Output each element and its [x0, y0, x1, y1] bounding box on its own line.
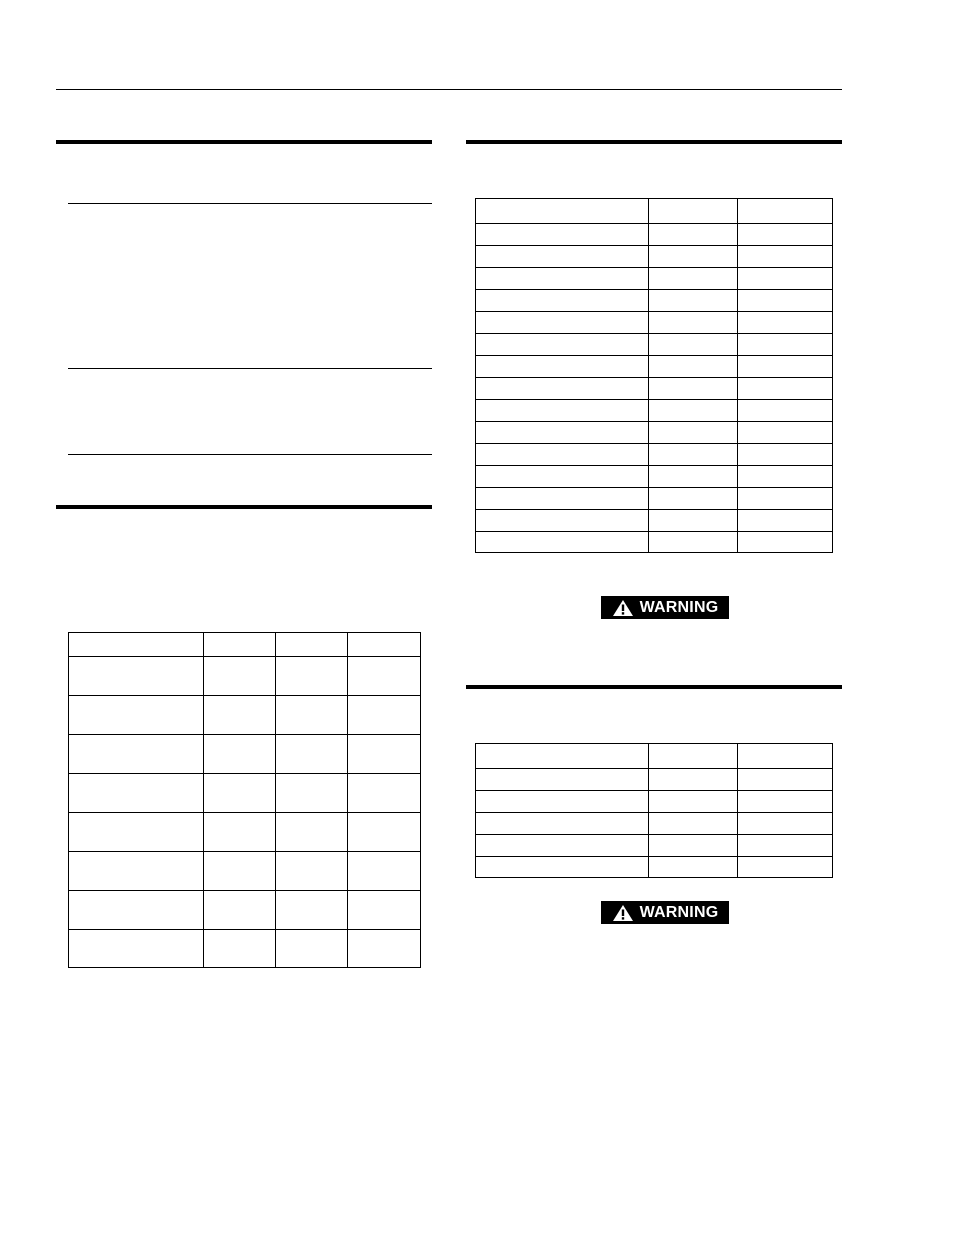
page-header-rule — [56, 89, 842, 90]
table-cell — [476, 769, 649, 791]
table-cell — [649, 444, 738, 466]
table-row — [69, 696, 421, 735]
table-row — [476, 791, 833, 813]
table-row — [476, 510, 833, 532]
table-cell — [649, 400, 738, 422]
table-row — [476, 290, 833, 312]
table-cell — [649, 532, 738, 553]
table-cell — [476, 466, 649, 488]
table-row — [476, 268, 833, 290]
table-cell — [276, 633, 348, 657]
table-row — [476, 422, 833, 444]
table-cell — [476, 312, 649, 334]
table-row — [476, 769, 833, 791]
table-cell — [476, 791, 649, 813]
table-cell — [476, 199, 649, 224]
table-cell — [649, 312, 738, 334]
table-cell — [348, 813, 421, 852]
table-row — [69, 813, 421, 852]
table-cell — [649, 835, 738, 857]
table-cell — [204, 852, 276, 891]
table-cell — [738, 246, 833, 268]
right-spec-table-2 — [475, 743, 833, 878]
table-cell — [476, 356, 649, 378]
table-row — [69, 735, 421, 774]
table-cell — [276, 735, 348, 774]
table-cell — [649, 356, 738, 378]
warning-label: WARNING — [639, 598, 719, 616]
warning-badge — [601, 901, 729, 924]
table-row — [69, 657, 421, 696]
table-cell — [348, 657, 421, 696]
table-cell — [738, 813, 833, 835]
table-cell — [738, 466, 833, 488]
table-cell — [348, 696, 421, 735]
table-cell — [276, 696, 348, 735]
table-cell — [649, 791, 738, 813]
table-row — [69, 852, 421, 891]
table-cell — [649, 813, 738, 835]
table-cell — [69, 930, 204, 968]
table-cell — [649, 290, 738, 312]
table-cell — [204, 696, 276, 735]
table-row — [476, 312, 833, 334]
table-cell — [69, 696, 204, 735]
table-cell — [649, 488, 738, 510]
table-cell — [204, 633, 276, 657]
table-cell — [476, 835, 649, 857]
table-row — [476, 835, 833, 857]
table-cell — [649, 857, 738, 878]
table-cell — [738, 356, 833, 378]
table-cell — [476, 246, 649, 268]
table-cell — [649, 199, 738, 224]
table-cell — [348, 852, 421, 891]
table-cell — [649, 744, 738, 769]
table-row — [476, 400, 833, 422]
table-cell — [476, 422, 649, 444]
table-cell — [738, 334, 833, 356]
table-row — [476, 224, 833, 246]
table-header-row — [476, 744, 833, 769]
table-cell — [476, 334, 649, 356]
table-row — [476, 356, 833, 378]
table-row — [69, 930, 421, 968]
table-cell — [649, 378, 738, 400]
table-cell — [276, 813, 348, 852]
warning-label: WARNING — [639, 903, 719, 921]
table-cell — [476, 268, 649, 290]
table-cell — [204, 930, 276, 968]
table-cell — [738, 857, 833, 878]
table-cell — [69, 774, 204, 813]
table-cell — [476, 744, 649, 769]
table-cell — [476, 857, 649, 878]
table-cell — [276, 891, 348, 930]
table-cell — [649, 246, 738, 268]
table-cell — [476, 488, 649, 510]
table-cell — [69, 657, 204, 696]
table-cell — [476, 444, 649, 466]
table-cell — [738, 400, 833, 422]
table-cell — [348, 735, 421, 774]
table-cell — [476, 532, 649, 553]
table-cell — [738, 312, 833, 334]
table-cell — [649, 466, 738, 488]
table-cell — [276, 657, 348, 696]
table-cell — [738, 835, 833, 857]
table-cell — [738, 378, 833, 400]
table-cell — [276, 774, 348, 813]
table-row — [476, 813, 833, 835]
table-row — [476, 444, 833, 466]
table-cell — [738, 422, 833, 444]
table-cell — [69, 813, 204, 852]
table-cell — [649, 224, 738, 246]
table-cell — [348, 930, 421, 968]
table-cell — [738, 532, 833, 553]
section-rule-right-2 — [466, 685, 842, 689]
table-cell — [348, 633, 421, 657]
table-cell — [204, 891, 276, 930]
table-row — [476, 334, 833, 356]
subsection-rule-left-3 — [68, 454, 432, 455]
table-cell — [738, 769, 833, 791]
left-spec-table — [68, 632, 421, 968]
table-cell — [204, 735, 276, 774]
table-cell — [348, 774, 421, 813]
table-row — [476, 857, 833, 878]
table-cell — [649, 422, 738, 444]
subsection-rule-left-2 — [68, 368, 432, 369]
table-row — [476, 532, 833, 553]
table-cell — [69, 891, 204, 930]
table-cell — [738, 224, 833, 246]
table-cell — [738, 488, 833, 510]
table-cell — [738, 510, 833, 532]
warning-badge — [601, 596, 729, 619]
table-row — [69, 891, 421, 930]
table-cell — [204, 774, 276, 813]
table-cell — [738, 791, 833, 813]
table-cell — [738, 444, 833, 466]
table-cell — [276, 930, 348, 968]
table-cell — [276, 852, 348, 891]
table-header-row — [476, 199, 833, 224]
table-cell — [476, 290, 649, 312]
table-cell — [738, 199, 833, 224]
right-spec-table-1 — [475, 198, 833, 553]
table-cell — [738, 268, 833, 290]
table-cell — [69, 852, 204, 891]
table-cell — [204, 813, 276, 852]
subsection-rule-left-1 — [68, 203, 432, 204]
table-row — [69, 774, 421, 813]
table-cell — [476, 224, 649, 246]
section-rule-right-1 — [466, 140, 842, 144]
table-cell — [738, 744, 833, 769]
table-cell — [476, 510, 649, 532]
table-row — [476, 246, 833, 268]
table-row — [476, 378, 833, 400]
table-cell — [738, 290, 833, 312]
table-cell — [476, 813, 649, 835]
table-cell — [204, 657, 276, 696]
section-rule-left-1 — [56, 140, 432, 144]
warning-triangle-icon — [612, 904, 634, 922]
table-cell — [69, 633, 204, 657]
table-cell — [348, 891, 421, 930]
table-cell — [649, 268, 738, 290]
warning-triangle-icon — [612, 599, 634, 617]
table-row — [476, 466, 833, 488]
table-cell — [476, 400, 649, 422]
table-cell — [69, 735, 204, 774]
table-cell — [649, 510, 738, 532]
section-rule-left-2 — [56, 505, 432, 509]
table-header-row — [69, 633, 421, 657]
table-cell — [476, 378, 649, 400]
table-cell — [649, 334, 738, 356]
table-row — [476, 488, 833, 510]
table-cell — [649, 769, 738, 791]
